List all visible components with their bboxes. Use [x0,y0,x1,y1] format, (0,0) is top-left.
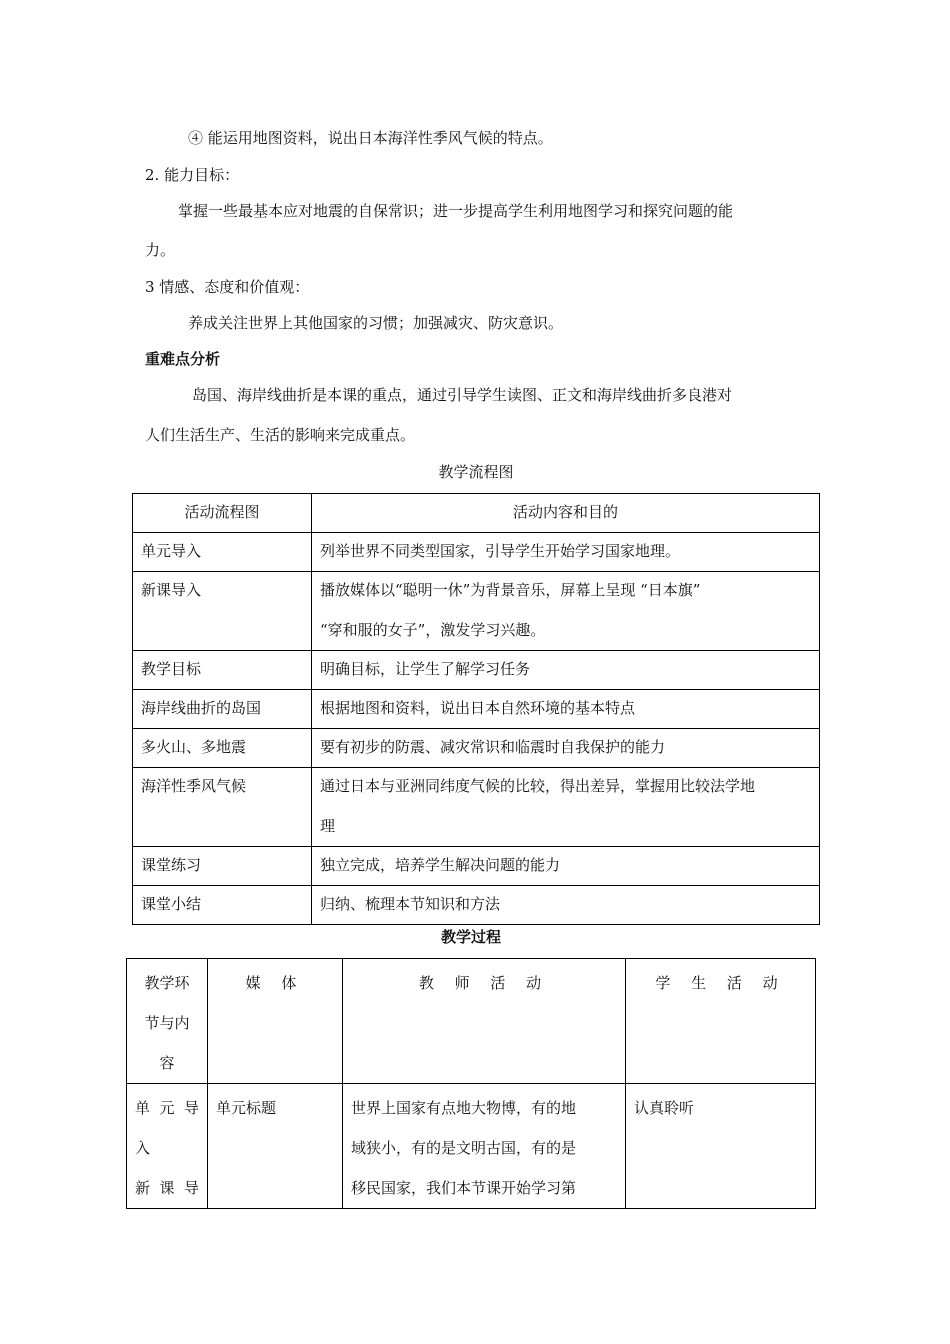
flow-step: 单元导入 [133,533,312,572]
table-row [133,651,820,690]
ability-text-line2: 力。 [145,241,176,259]
header-segment: 教学环 节与内 容 [127,959,208,1084]
header-activity-flow: 活动流程图 [133,494,312,533]
flow-content: 明确目标，让学生了解学习任务 [312,651,820,690]
header-media: 媒 体 [208,959,343,1084]
flow-content: 归纳、梳理本节知识和方法 [312,886,820,925]
table-row [133,768,820,847]
table-row [133,886,820,925]
flow-content: 播放媒体以“聪明一休”为背景音乐，屏幕上呈现 “日本旗” “穿和服的女子”，激发学习兴趣。 [312,572,820,651]
header-activity-content: 活动内容和目的 [312,494,820,533]
table-row [133,533,820,572]
flow-step: 课堂练习 [133,847,312,886]
teaching-process-table [126,958,816,1209]
segment-cell: 单 元 导 入 新 课 导 [127,1084,208,1209]
ability-text-line1: 掌握一些最基本应对地震的自保常识；进一步提高学生利用地图学习和探究问题的能 [178,202,734,220]
header-student-activity: 学 生 活 动 [626,959,816,1084]
flow-step: 海岸线曲折的岛国 [133,690,312,729]
table-row [133,572,820,651]
table-row [133,690,820,729]
table-row [133,729,820,768]
flow-content: 独立完成，培养学生解决问题的能力 [312,847,820,886]
key-points-heading: 重难点分析 [145,350,221,368]
media-cell: 单元标题 [208,1084,343,1209]
teacher-activity-cell: 世界上国家有点地大物博，有的地 域狭小，有的是文明古国，有的是 移民国家，我们本节课开始学习第 [343,1084,626,1209]
table-header-row [133,494,820,533]
header-teacher-activity: 教 师 活 动 [343,959,626,1084]
process-title: 教学过程 [440,928,501,946]
key-points-line1: 岛国、海岸线曲折是本课的重点，通过引导学生读图、正文和海岸线曲折多良港对 [192,386,733,404]
flow-step: 课堂小结 [133,886,312,925]
flow-step: 多火山、多地震 [133,729,312,768]
table-row [127,1084,816,1209]
student-activity-cell: 认真聆听 [626,1084,816,1209]
flow-step: 新课导入 [133,572,312,651]
emotion-text: 养成关注世界上其他国家的习惯；加强减灾、防灾意识。 [188,314,564,332]
flow-content: 列举世界不同类型国家，引导学生开始学习国家地理。 [312,533,820,572]
key-points-line2: 人们生活生产、生活的影响来完成重点。 [145,426,416,444]
flow-chart-table [132,493,820,925]
emotion-heading: 3 情感、态度和价值观： [145,278,310,296]
flow-step: 教学目标 [133,651,312,690]
table-row [133,847,820,886]
flow-content: 通过日本与亚洲同纬度气候的比较，得出差异，掌握用比较法学地 理 [312,768,820,847]
flow-content: 要有初步的防震、减灾常识和临震时自我保护的能力 [312,729,820,768]
table-header-row [127,959,816,1084]
flow-step: 海洋性季风气候 [133,768,312,847]
flow-chart-title: 教学流程图 [438,463,514,481]
objective-item-4: ④ 能运用地图资料，说出日本海洋性季风气候的特点。 [188,129,553,147]
flow-content: 根据地图和资料，说出日本自然环境的基本特点 [312,690,820,729]
ability-heading: 2. 能力目标： [145,166,240,184]
